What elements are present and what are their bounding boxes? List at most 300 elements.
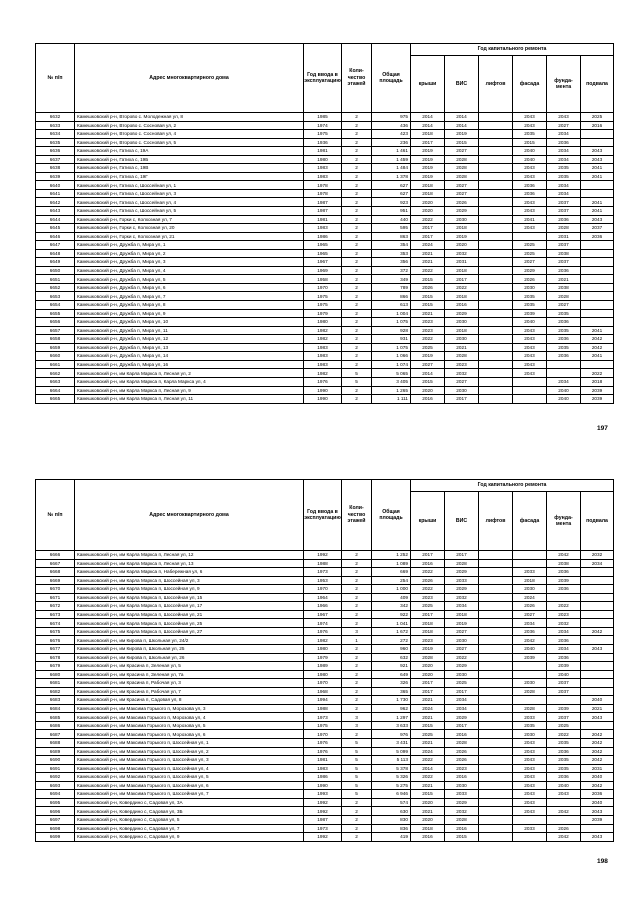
cell-area: 613 [372, 301, 411, 310]
cell-area: 236 [372, 138, 411, 147]
cell-vis: 2027 [445, 377, 479, 386]
cell-facade: 2033 [513, 713, 547, 722]
cell-num: 6659 [36, 343, 75, 352]
cell-facade: 2036 [513, 189, 547, 198]
cell-basement: 2043 [581, 155, 614, 164]
cell-lift [479, 764, 513, 773]
cell-area: 436 [372, 121, 411, 130]
cell-address: Камешковский р-н, им Карла Маркса п, Шоссейная ул, 25 [75, 619, 304, 628]
cell-num: 6646 [36, 232, 75, 241]
cell-foundation: 2036 [547, 747, 581, 756]
cell-area: 649 [372, 670, 411, 679]
cell-floors: 2 [342, 130, 372, 139]
cell-floors: 2 [342, 679, 372, 688]
cell-facade: 2043 [513, 781, 547, 790]
cell-floors: 2 [342, 568, 372, 577]
cell-floors: 2 [342, 662, 372, 671]
cell-basement: 2040 [581, 798, 614, 807]
cell-vis: 2030 [445, 781, 479, 790]
cell-address: Камешковский р-н, Ковердино с, Садовая ул, 7 [75, 824, 304, 833]
cell-basement: 2036 [581, 232, 614, 241]
table-row [36, 335, 614, 344]
cell-facade: 2035 [513, 130, 547, 139]
cell-area: 1 252 [372, 551, 411, 560]
cell-vis: 2014 [445, 113, 479, 122]
table-row [36, 232, 614, 241]
cell-area: 1 089 [372, 559, 411, 568]
cell-vis: 2033 [445, 576, 479, 585]
cell-lift [479, 670, 513, 679]
cell-facade: 2036 [513, 627, 547, 636]
header-floors: Коли-чество этажей [342, 480, 372, 551]
cell-foundation: 2034 [547, 627, 581, 636]
cell-area: 354 [372, 241, 411, 250]
cell-area: 962 [372, 704, 411, 713]
cell-lift [479, 249, 513, 258]
cell-roof: 2018 [411, 824, 445, 833]
cell-basement [581, 721, 614, 730]
cell-vis: 2032 [445, 593, 479, 602]
cell-foundation: 2040 [547, 781, 581, 790]
table-row [36, 568, 614, 577]
cell-facade: 2027 [513, 258, 547, 267]
cell-address: Камешковский р-н, Дружба п, Мира ул, 3 [75, 258, 304, 267]
cell-year: 1973 [304, 824, 342, 833]
table-row [36, 807, 614, 816]
cell-year: 1965 [304, 249, 342, 258]
cell-vis: 2015 [445, 138, 479, 147]
cell-num: 6669 [36, 576, 75, 585]
table-row [36, 198, 614, 207]
cell-year: 1986 [304, 232, 342, 241]
table-row [36, 730, 614, 739]
cell-lift [479, 602, 513, 611]
cell-lift [479, 559, 513, 568]
cell-foundation: 2036 [547, 318, 581, 327]
cell-address: Камешковский р-н, им Максима Горького п, Морозова ул, 6 [75, 730, 304, 739]
cell-address: Камешковский р-н, им Карла Маркса п, Лесная ул, 12 [75, 551, 304, 560]
cell-num: 6643 [36, 207, 75, 216]
cell-basement: 2031 [581, 764, 614, 773]
table-row [36, 645, 614, 654]
cell-facade: 2040 [513, 645, 547, 654]
header-basement: подвала [581, 492, 614, 551]
cell-facade: 2043 [513, 369, 547, 378]
cell-basement [581, 138, 614, 147]
cell-roof: 2019 [411, 352, 445, 361]
cell-facade: 2026 [513, 275, 547, 284]
table-row [36, 798, 614, 807]
header-area: Общая площадь [372, 44, 411, 113]
cell-facade [513, 559, 547, 568]
cell-roof: 2015 [411, 377, 445, 386]
cell-num: 6673 [36, 610, 75, 619]
cell-roof: 2022 [411, 773, 445, 782]
cell-floors: 2 [342, 360, 372, 369]
cell-num: 6693 [36, 781, 75, 790]
cell-lift [479, 773, 513, 782]
cell-year: 1994 [304, 696, 342, 705]
cell-vis: 2018 [445, 224, 479, 233]
cell-vis: 2028 [445, 739, 479, 748]
cell-address: Камешковский р-н, Дружба п, Мира ул, 16 [75, 360, 304, 369]
cell-area: 923 [372, 198, 411, 207]
cell-floors: 2 [342, 807, 372, 816]
cell-floors: 3 [342, 627, 372, 636]
cell-lift [479, 155, 513, 164]
cell-basement [581, 602, 614, 611]
cell-year: 1987 [304, 207, 342, 216]
cell-roof: 2021 [411, 309, 445, 318]
cell-roof: 2014 [411, 764, 445, 773]
cell-floors: 2 [342, 687, 372, 696]
cell-basement [581, 687, 614, 696]
cell-floors: 2 [342, 730, 372, 739]
cell-foundation: 2042 [547, 807, 581, 816]
table-row [36, 283, 614, 292]
cell-facade: 2035 [513, 292, 547, 301]
cell-address: Камешковский р-н, Гатиха с, Шоссейная ул, 1 [75, 181, 304, 190]
cell-floors: 2 [342, 585, 372, 594]
cell-lift [479, 258, 513, 267]
cell-floors: 2 [342, 155, 372, 164]
cell-foundation: 2034 [547, 155, 581, 164]
cell-foundation: 2042 [547, 833, 581, 842]
cell-lift [479, 662, 513, 671]
table-row [36, 224, 614, 233]
cell-foundation: 2043 [547, 790, 581, 799]
cell-address: Камешковский р-н, им Максима Горького п, Морозова ул, 4 [75, 713, 304, 722]
cell-area: 866 [372, 292, 411, 301]
header-lift: лифтов [479, 56, 513, 113]
cell-facade: 2043 [513, 198, 547, 207]
cell-address: Камешковский р-н, Гатиха с, 19Г [75, 172, 304, 181]
cell-basement: 2042 [581, 756, 614, 765]
cell-address: Камешковский р-н, Второво с. Сосновая ул, 5 [75, 138, 304, 147]
cell-foundation: 2037 [547, 241, 581, 250]
cell-lift [479, 833, 513, 842]
cell-facade: 2043 [513, 113, 547, 122]
cell-area: 3 431 [372, 739, 411, 748]
header-num: № п/п [36, 44, 75, 113]
cell-roof: 2019 [411, 645, 445, 654]
cell-facade: 2043 [513, 326, 547, 335]
cell-area: 921 [372, 662, 411, 671]
cell-roof: 2016 [411, 559, 445, 568]
cell-year: 1967 [304, 258, 342, 267]
table-row [36, 318, 614, 327]
cell-basement: 2025 [581, 113, 614, 122]
table-row [36, 241, 614, 250]
cell-area: 440 [372, 215, 411, 224]
header-roof: крыши [411, 492, 445, 551]
cell-lift [479, 130, 513, 139]
cell-roof: 2024 [411, 747, 445, 756]
cell-address: Камешковский р-н, Горки с, Колхозная ул, 21 [75, 232, 304, 241]
cell-foundation: 2036 [547, 636, 581, 645]
cell-roof: 2023 [411, 593, 445, 602]
cell-facade: 2043 [513, 773, 547, 782]
cell-num: 6639 [36, 172, 75, 181]
cell-floors: 2 [342, 645, 372, 654]
cell-facade: 2043 [513, 790, 547, 799]
header-lift: лифтов [479, 492, 513, 551]
cell-num: 6688 [36, 739, 75, 748]
cell-foundation: 2036 [547, 568, 581, 577]
cell-facade: 2030 [513, 283, 547, 292]
cell-num: 6657 [36, 326, 75, 335]
cell-vis: 2034 [445, 704, 479, 713]
cell-num: 6654 [36, 301, 75, 310]
cell-basement: 2042 [581, 627, 614, 636]
cell-basement: 2043 [581, 713, 614, 722]
cell-roof: 2019 [411, 164, 445, 173]
cell-foundation: 2028 [547, 224, 581, 233]
cell-area: 830 [372, 815, 411, 824]
cell-basement: 2039 [581, 386, 614, 395]
repair-table-198 [35, 479, 614, 842]
cell-floors: 2 [342, 386, 372, 395]
table-row [36, 704, 614, 713]
cell-floors: 2 [342, 326, 372, 335]
cell-vis: 2014 [445, 121, 479, 130]
cell-area: 976 [372, 730, 411, 739]
cell-year: 1983 [304, 224, 342, 233]
cell-basement [581, 636, 614, 645]
cell-year: 1990 [304, 386, 342, 395]
cell-lift [479, 815, 513, 824]
cell-roof: 2021 [411, 739, 445, 748]
cell-floors: 2 [342, 343, 372, 352]
cell-num: 6696 [36, 807, 75, 816]
cell-basement [581, 576, 614, 585]
cell-facade: 2026 [513, 602, 547, 611]
cell-roof: 2022 [411, 215, 445, 224]
table-row [36, 369, 614, 378]
cell-basement: 2041 [581, 198, 614, 207]
cell-facade: 2030 [513, 730, 547, 739]
cell-foundation: 2031 [547, 232, 581, 241]
cell-num: 6652 [36, 283, 75, 292]
cell-num: 6686 [36, 721, 75, 730]
cell-lift [479, 627, 513, 636]
cell-roof: 2027 [411, 360, 445, 369]
cell-facade: 2027 [513, 610, 547, 619]
cell-roof: 2017 [411, 687, 445, 696]
cell-num: 6687 [36, 730, 75, 739]
cell-floors: 2 [342, 309, 372, 318]
cell-vis: 2016 [445, 824, 479, 833]
cell-roof: 2023 [411, 636, 445, 645]
cell-roof: 2022 [411, 335, 445, 344]
cell-basement: 2042 [581, 343, 614, 352]
cell-roof: 2020 [411, 815, 445, 824]
cell-vis: 2018 [445, 610, 479, 619]
cell-foundation: 2037 [547, 198, 581, 207]
cell-roof: 2021 [411, 249, 445, 258]
cell-floors: 2 [342, 833, 372, 842]
table-row [36, 713, 614, 722]
cell-num: 6647 [36, 241, 75, 250]
cell-area: 365 [372, 687, 411, 696]
cell-area: 1 459 [372, 155, 411, 164]
cell-year: 1985 [304, 113, 342, 122]
cell-year: 1982 [304, 369, 342, 378]
table-row [36, 602, 614, 611]
cell-address: Камешковский р-н, им Карла Маркса п, Шоссейная ул, 9 [75, 585, 304, 594]
cell-address: Камешковский р-н, Гатиха с, Шоссейная ул, 4 [75, 198, 304, 207]
cell-year: 1965 [304, 241, 342, 250]
cell-num: 6641 [36, 189, 75, 198]
cell-address: Камешковский р-н, им Карла Маркса п, Лесная ул, 9 [75, 386, 304, 395]
cell-facade [513, 670, 547, 679]
cell-vis: 2028 [445, 559, 479, 568]
cell-foundation: 2036 [547, 352, 581, 361]
cell-facade: 2043 [513, 335, 547, 344]
cell-area: 951 [372, 207, 411, 216]
cell-area: 419 [372, 833, 411, 842]
cell-vis: 2029 [445, 662, 479, 671]
cell-basement [581, 610, 614, 619]
table-row [36, 653, 614, 662]
cell-area: 272 [372, 636, 411, 645]
table-body-197 [36, 113, 614, 404]
cell-year: 1982 [304, 636, 342, 645]
cell-lift [479, 318, 513, 327]
cell-year: 1976 [304, 627, 342, 636]
cell-roof: 2017 [411, 551, 445, 560]
cell-foundation: 2034 [547, 130, 581, 139]
cell-area: 5 275 [372, 781, 411, 790]
table-row [36, 352, 614, 361]
cell-address: Камешковский р-н, Ковердино с, Садовая ул, 9 [75, 833, 304, 842]
cell-address: Камешковский р-н, им Кирова п, Школьная ул, 26 [75, 653, 304, 662]
cell-facade: 2028 [513, 704, 547, 713]
cell-year: 1987 [304, 198, 342, 207]
cell-basement: 2039 [581, 395, 614, 404]
cell-lift [479, 292, 513, 301]
cell-year: 1973 [304, 568, 342, 577]
cell-address: Камешковский р-н, им Красина п, Зеленая ул, 5 [75, 662, 304, 671]
cell-vis: 2031 [445, 258, 479, 267]
cell-vis: 2032 [445, 249, 479, 258]
cell-area: 574 [372, 798, 411, 807]
cell-num: 6671 [36, 593, 75, 602]
cell-floors: 5 [342, 756, 372, 765]
cell-vis: 2016 [445, 773, 479, 782]
cell-facade [513, 662, 547, 671]
cell-basement: 2037 [581, 224, 614, 233]
cell-vis: 2015 [445, 833, 479, 842]
cell-basement [581, 189, 614, 198]
page-number: 197 [597, 425, 608, 432]
table-row [36, 679, 614, 688]
cell-year: 1980 [304, 318, 342, 327]
cell-floors: 2 [342, 249, 372, 258]
cell-area: 632 [372, 653, 411, 662]
cell-year: 1983 [304, 360, 342, 369]
cell-foundation: 2037 [547, 258, 581, 267]
cell-address: Камешковский р-н, Дружба п, Мира ул, 1 [75, 241, 304, 250]
cell-floors: 2 [342, 610, 372, 619]
cell-address: Камешковский р-н, им Максима Горького п, Шоссейная ул, 2 [75, 747, 304, 756]
cell-num: 6666 [36, 551, 75, 560]
cell-area: 349 [372, 275, 411, 284]
cell-num: 6672 [36, 602, 75, 611]
table-row [36, 207, 614, 216]
cell-lift [479, 619, 513, 628]
cell-vis: 2027 [445, 181, 479, 190]
cell-vis: 2027 [445, 189, 479, 198]
cell-basement: 2041 [581, 326, 614, 335]
table-row [36, 343, 614, 352]
cell-num: 6642 [36, 198, 75, 207]
cell-num: 6632 [36, 113, 75, 122]
cell-foundation: 2036 [547, 138, 581, 147]
cell-lift [479, 360, 513, 369]
cell-vis: 2030 [445, 215, 479, 224]
cell-lift [479, 576, 513, 585]
cell-foundation: 2026 [547, 824, 581, 833]
table-row [36, 670, 614, 679]
cell-num: 6638 [36, 164, 75, 173]
cell-year: 1970 [304, 283, 342, 292]
cell-lift [479, 181, 513, 190]
cell-foundation: 2036 [547, 653, 581, 662]
cell-basement [581, 653, 614, 662]
cell-num: 6677 [36, 645, 75, 654]
cell-area: 1 004 [372, 309, 411, 318]
cell-num: 6667 [36, 559, 75, 568]
cell-area: 595 [372, 224, 411, 233]
cell-floors: 2 [342, 824, 372, 833]
cell-year: 1992 [304, 551, 342, 560]
cell-year: 1993 [304, 790, 342, 799]
cell-foundation: 2035 [547, 309, 581, 318]
cell-year: 1983 [304, 764, 342, 773]
cell-num: 6676 [36, 636, 75, 645]
cell-num: 6661 [36, 360, 75, 369]
cell-basement [581, 619, 614, 628]
cell-roof: 2017 [411, 232, 445, 241]
page-198 [0, 453, 640, 905]
cell-roof: 2026 [411, 283, 445, 292]
cell-foundation: 2042 [547, 551, 581, 560]
cell-num: 6690 [36, 756, 75, 765]
header-facade: фасада [513, 56, 547, 113]
table-row [36, 360, 614, 369]
cell-roof: 2014 [411, 369, 445, 378]
cell-facade: 2043 [513, 121, 547, 130]
cell-address: Камешковский р-н, Ковердино с, Садовая ул, 3А [75, 798, 304, 807]
cell-area: 789 [372, 283, 411, 292]
table-row [36, 747, 614, 756]
table-row [36, 326, 614, 335]
cell-lift [479, 283, 513, 292]
cell-num: 6651 [36, 275, 75, 284]
cell-address: Камешковский р-н, им Кирова п, Школьная ул, 25 [75, 645, 304, 654]
cell-floors: 5 [342, 747, 372, 756]
cell-floors: 2 [342, 696, 372, 705]
cell-vis: 2029 [445, 585, 479, 594]
cell-foundation: 2039 [547, 704, 581, 713]
cell-roof: 2025 [411, 602, 445, 611]
cell-basement [581, 266, 614, 275]
cell-floors: 2 [342, 301, 372, 310]
cell-foundation: 2035 [547, 756, 581, 765]
cell-floors: 2 [342, 198, 372, 207]
cell-vis: 2016 [445, 730, 479, 739]
